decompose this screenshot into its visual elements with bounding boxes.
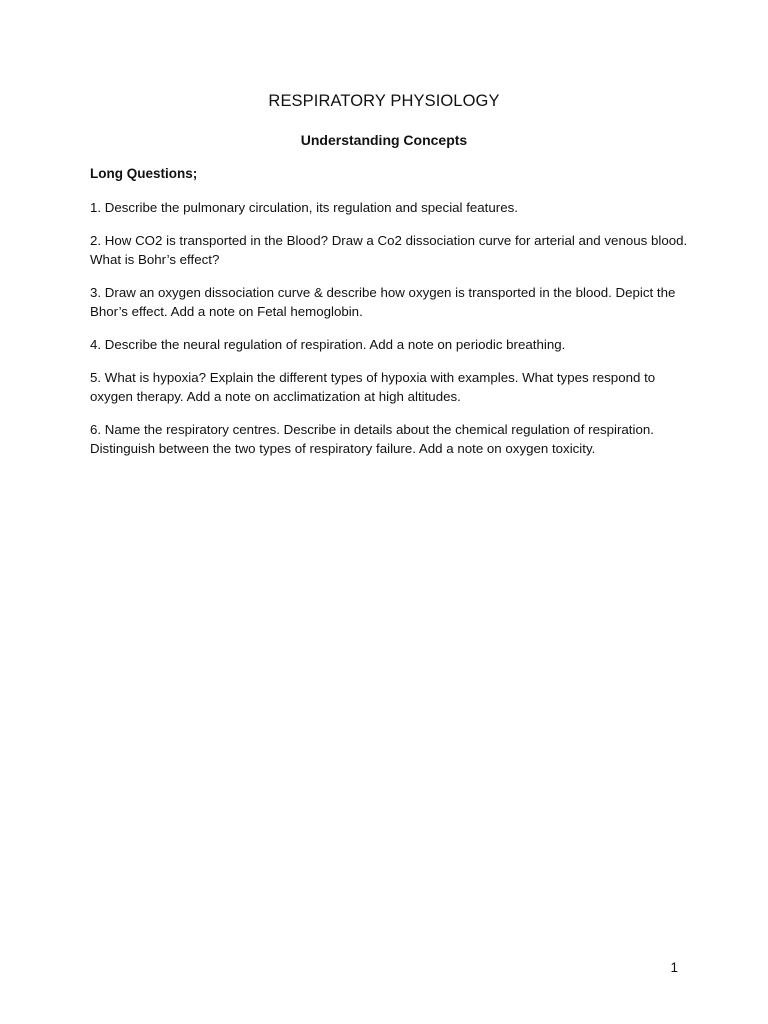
document-title: RESPIRATORY PHYSIOLOGY bbox=[268, 92, 500, 110]
question-item: 4. Describe the neural regulation of respiration. Add a note on periodic breathing. bbox=[90, 337, 566, 352]
question-item: 6. Name the respiratory centres. Describe in details about the chemical regulation of respiration. Distinguish between the two types of respiratory failure. Add a note on oxygen toxicity. bbox=[90, 422, 654, 456]
question-item: 5. What is hypoxia? Explain the different types of hypoxia with examples. What types respond to oxygen therapy. Add a note on acclimatization at high altitudes. bbox=[90, 370, 656, 404]
document-subtitle: Understanding Concepts bbox=[300, 132, 468, 148]
question-item: 1. Describe the pulmonary circulation, its regulation and special features. bbox=[90, 200, 518, 215]
question-item: 2. How CO2 is transported in the Blood? Draw a Co2 dissociation curve for arterial and venous blood. What is Bohr’s effect? bbox=[90, 233, 688, 267]
page-number: 1 bbox=[670, 960, 678, 975]
section-heading: Long Questions; bbox=[90, 166, 198, 181]
question-item: 3. Draw an oxygen dissociation curve & describe how oxygen is transported in the blood. Depict the Bhor’s effect. Add a note on Fetal hemoglobin. bbox=[90, 285, 676, 319]
question-list bbox=[90, 198, 690, 472]
